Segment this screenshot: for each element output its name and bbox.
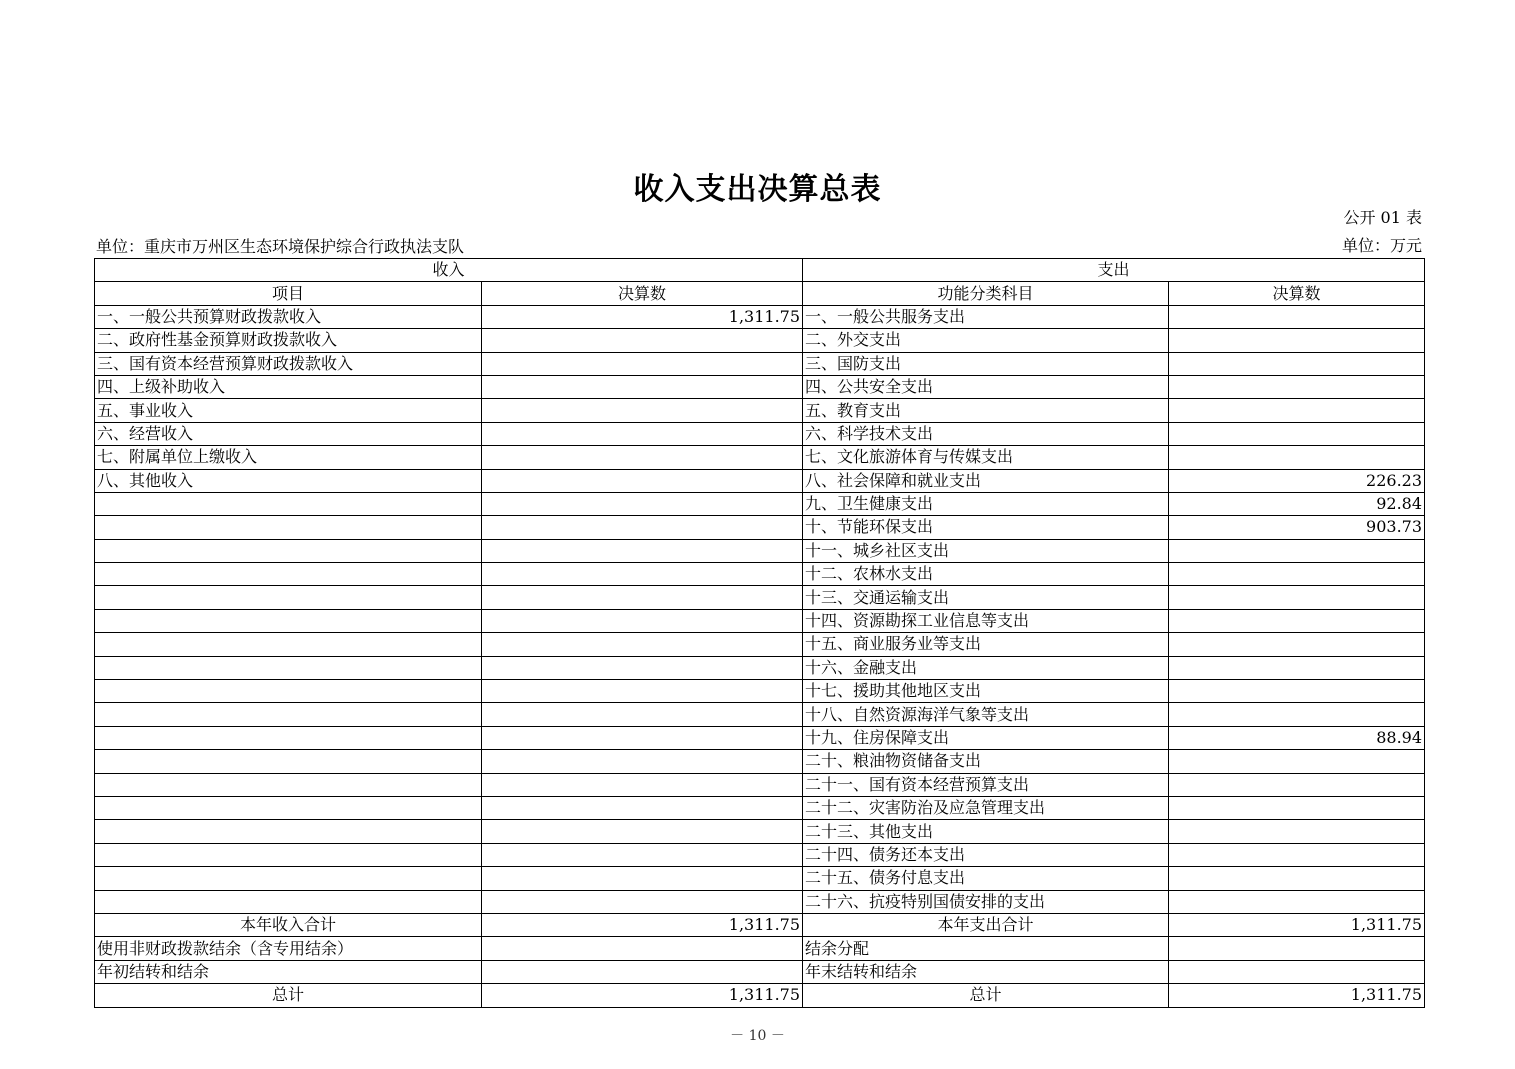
income-amount <box>482 492 803 515</box>
income-item <box>95 516 482 539</box>
expense-amount: 226.23 <box>1169 469 1425 492</box>
expense-amount <box>1169 843 1425 866</box>
table-row <box>95 843 1425 866</box>
nonfiscal-row <box>95 937 1425 960</box>
income-amount <box>482 890 803 913</box>
table-row <box>95 329 1425 352</box>
income-amount <box>482 375 803 398</box>
expense-amount <box>1169 796 1425 819</box>
income-total-label: 本年收入合计 <box>95 913 482 936</box>
grand-income-label: 总计 <box>95 984 482 1007</box>
income-item <box>95 586 482 609</box>
income-amount <box>482 516 803 539</box>
income-item <box>95 773 482 796</box>
ending-carryover-value <box>1169 960 1425 983</box>
nonfiscal-value <box>482 937 803 960</box>
expense-item: 十、节能环保支出 <box>803 516 1169 539</box>
income-item <box>95 726 482 749</box>
table-row <box>95 750 1425 773</box>
page-number: － 10 － <box>730 1028 785 1044</box>
header-row-columns <box>95 282 1425 305</box>
table-row <box>95 680 1425 703</box>
function-category-header: 功能分类科目 <box>803 282 1169 305</box>
grand-expense-label: 总计 <box>803 984 1169 1007</box>
income-amount <box>482 469 803 492</box>
income-item <box>95 796 482 819</box>
income-amount <box>482 796 803 819</box>
beginning-carryover-value <box>482 960 803 983</box>
table-row <box>95 422 1425 445</box>
expense-header: 支出 <box>803 259 1425 282</box>
income-item: 一、一般公共预算财政拨款收入 <box>95 305 482 328</box>
expense-item: 二十六、抗疫特别国债安排的支出 <box>803 890 1169 913</box>
expense-item: 二十一、国有资本经营预算支出 <box>803 773 1169 796</box>
table-row <box>95 399 1425 422</box>
budget-table <box>94 258 1425 1008</box>
income-amount <box>482 773 803 796</box>
income-amount <box>482 586 803 609</box>
income-amount <box>482 352 803 375</box>
table-row <box>95 609 1425 632</box>
expense-amount <box>1169 820 1425 843</box>
income-amount: 1,311.75 <box>482 305 803 328</box>
income-item <box>95 820 482 843</box>
expense-amount <box>1169 329 1425 352</box>
expense-amount-header: 决算数 <box>1169 282 1425 305</box>
surplus-distribution-value <box>1169 937 1425 960</box>
table-row <box>95 539 1425 562</box>
income-amount <box>482 563 803 586</box>
organization-unit: 单位：重庆市万州区生态环境保护综合行政执法支队 <box>96 237 465 256</box>
expense-item: 十三、交通运输支出 <box>803 586 1169 609</box>
income-amount <box>482 609 803 632</box>
expense-item: 四、公共安全支出 <box>803 375 1169 398</box>
income-item <box>95 656 482 679</box>
expense-item: 十七、援助其他地区支出 <box>803 680 1169 703</box>
expense-total-value: 1,311.75 <box>1169 913 1425 936</box>
expense-item: 十一、城乡社区支出 <box>803 539 1169 562</box>
expense-amount <box>1169 563 1425 586</box>
expense-amount <box>1169 656 1425 679</box>
income-amount <box>482 399 803 422</box>
expense-item: 二十二、灾害防治及应急管理支出 <box>803 796 1169 819</box>
expense-item: 十二、农林水支出 <box>803 563 1169 586</box>
income-amount <box>482 867 803 890</box>
expense-item: 十五、商业服务业等支出 <box>803 633 1169 656</box>
income-item: 七、附属单位上缴收入 <box>95 446 482 469</box>
expense-amount <box>1169 750 1425 773</box>
income-item <box>95 492 482 515</box>
surplus-distribution-label: 结余分配 <box>803 937 1169 960</box>
expense-item: 九、卫生健康支出 <box>803 492 1169 515</box>
expense-item: 五、教育支出 <box>803 399 1169 422</box>
table-row <box>95 890 1425 913</box>
income-item: 二、政府性基金预算财政拨款收入 <box>95 329 482 352</box>
table-row <box>95 375 1425 398</box>
expense-amount <box>1169 422 1425 445</box>
expense-item: 八、社会保障和就业支出 <box>803 469 1169 492</box>
income-item <box>95 633 482 656</box>
expense-item: 二十、粮油物资储备支出 <box>803 750 1169 773</box>
expense-amount <box>1169 586 1425 609</box>
income-item: 三、国有资本经营预算财政拨款收入 <box>95 352 482 375</box>
expense-amount <box>1169 305 1425 328</box>
income-item <box>95 867 482 890</box>
expense-item: 十九、住房保障支出 <box>803 726 1169 749</box>
income-amount <box>482 726 803 749</box>
table-number: 公开 01 表 <box>1343 208 1422 227</box>
income-total-value: 1,311.75 <box>482 913 803 936</box>
income-item <box>95 843 482 866</box>
table-row <box>95 820 1425 843</box>
income-amount <box>482 633 803 656</box>
table-row <box>95 773 1425 796</box>
table-row <box>95 516 1425 539</box>
income-item <box>95 563 482 586</box>
income-header: 收入 <box>95 259 803 282</box>
income-amount-header: 决算数 <box>482 282 803 305</box>
table-row <box>95 352 1425 375</box>
income-amount <box>482 680 803 703</box>
expense-amount: 92.84 <box>1169 492 1425 515</box>
income-item <box>95 539 482 562</box>
expense-amount <box>1169 539 1425 562</box>
expense-amount <box>1169 446 1425 469</box>
money-unit: 单位：万元 <box>1341 236 1422 255</box>
table-row <box>95 446 1425 469</box>
income-item <box>95 750 482 773</box>
expense-item: 三、国防支出 <box>803 352 1169 375</box>
expense-amount <box>1169 867 1425 890</box>
table-row <box>95 656 1425 679</box>
expense-item: 二十四、债务还本支出 <box>803 843 1169 866</box>
grand-expense-value: 1,311.75 <box>1169 984 1425 1007</box>
income-amount <box>482 703 803 726</box>
expense-item: 二十三、其他支出 <box>803 820 1169 843</box>
page-title: 收入支出决算总表 <box>633 172 882 207</box>
income-amount <box>482 820 803 843</box>
income-item <box>95 680 482 703</box>
expense-amount <box>1169 399 1425 422</box>
expense-item: 十四、资源勘探工业信息等支出 <box>803 609 1169 632</box>
expense-amount <box>1169 609 1425 632</box>
income-item: 四、上级补助收入 <box>95 375 482 398</box>
income-amount <box>482 539 803 562</box>
income-item <box>95 703 482 726</box>
header-row-group <box>95 259 1425 282</box>
expense-item: 七、文化旅游体育与传媒支出 <box>803 446 1169 469</box>
expense-item: 二、外交支出 <box>803 329 1169 352</box>
income-item <box>95 890 482 913</box>
expense-amount <box>1169 773 1425 796</box>
table-row <box>95 469 1425 492</box>
expense-amount <box>1169 352 1425 375</box>
expense-item: 十六、金融支出 <box>803 656 1169 679</box>
expense-amount <box>1169 890 1425 913</box>
expense-amount: 903.73 <box>1169 516 1425 539</box>
table-row <box>95 586 1425 609</box>
income-amount <box>482 750 803 773</box>
income-amount <box>482 656 803 679</box>
income-amount <box>482 446 803 469</box>
carryover-row <box>95 960 1425 983</box>
expense-item: 一、一般公共服务支出 <box>803 305 1169 328</box>
table-row <box>95 703 1425 726</box>
table-row <box>95 492 1425 515</box>
table-row <box>95 867 1425 890</box>
income-item <box>95 609 482 632</box>
table-row <box>95 633 1425 656</box>
table-row <box>95 726 1425 749</box>
income-item: 六、经营收入 <box>95 422 482 445</box>
expense-amount <box>1169 633 1425 656</box>
expense-amount <box>1169 703 1425 726</box>
expense-amount <box>1169 375 1425 398</box>
grand-income-value: 1,311.75 <box>482 984 803 1007</box>
table-row <box>95 305 1425 328</box>
ending-carryover-label: 年末结转和结余 <box>803 960 1169 983</box>
income-amount <box>482 843 803 866</box>
income-amount <box>482 422 803 445</box>
income-item: 八、其他收入 <box>95 469 482 492</box>
table-row <box>95 796 1425 819</box>
expense-total-label: 本年支出合计 <box>803 913 1169 936</box>
income-item: 五、事业收入 <box>95 399 482 422</box>
expense-item: 二十五、债务付息支出 <box>803 867 1169 890</box>
income-amount <box>482 329 803 352</box>
expense-item: 十八、自然资源海洋气象等支出 <box>803 703 1169 726</box>
expense-amount <box>1169 680 1425 703</box>
beginning-carryover-label: 年初结转和结余 <box>95 960 482 983</box>
nonfiscal-label: 使用非财政拨款结余（含专用结余） <box>95 937 482 960</box>
expense-item: 六、科学技术支出 <box>803 422 1169 445</box>
table-row <box>95 563 1425 586</box>
annual-total-row <box>95 913 1425 936</box>
item-header: 项目 <box>95 282 482 305</box>
grand-total-row <box>95 984 1425 1007</box>
expense-amount: 88.94 <box>1169 726 1425 749</box>
